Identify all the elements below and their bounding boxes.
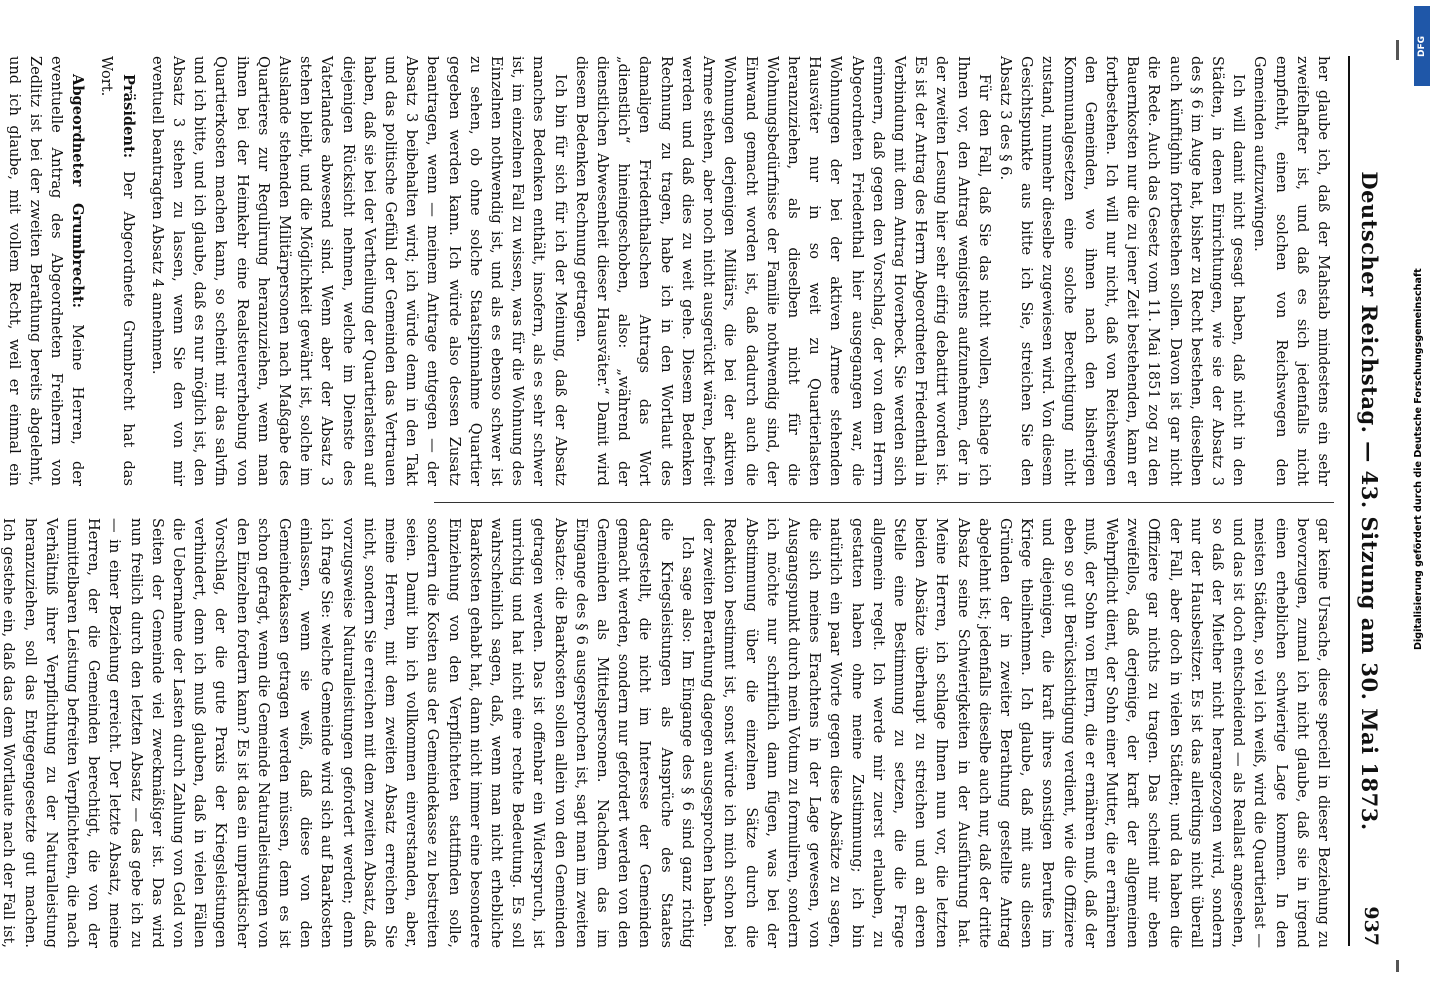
dfg-logo: DFG — [1414, 6, 1430, 86]
speaker-label: Abgeordneter Grumbrecht: — [69, 74, 87, 308]
page-number: 937 — [1360, 906, 1382, 946]
president-paragraph — [96, 56, 138, 486]
dfg-sidebar — [1412, 0, 1432, 1000]
left-column — [5, 56, 1334, 486]
paragraph: Ich will damit nicht gesagt haben, daß nicht in den Städten, in denen Einrichtungen, wie sie der Absatz 3 des § 6 im Auge hat, bisher zu Recht bestehen, dieselben auch künftighin fortbestehen sollen. Davon ist gar nicht die Rede. Auch das Gesetz vom 11. Mai 1851 zog zu den Bauernkosten nur die zu jener Zeit bestehenden, kann er fortbestehen. Ich will nur nicht, daß von Reichswegen den Gemeinden, wo ihnen nach den bisherigen Kommunalgesetzen eine solche Berechtigung nicht zustand, nunmehr dieselbe zugewiesen wird. Von diesem Gesichtspunkte aus bitte ich Sie, streichen Sie den Absatz 3 des § 6. — [996, 56, 1248, 486]
speaker-label: Präsident: — [119, 74, 137, 159]
text-columns — [0, 56, 1334, 948]
dfg-funding-note: Digitalisierung gefördert durch die Deutsche Forschungsgemeinschaft — [1413, 268, 1424, 650]
paragraph: her glaube ich, daß der Mahstab mindestens ein sehr zweifelhafter ist, und daß es sich jedenfalls nicht empfiehlt, einen solchen von Reichswegen den Gemeinden aufzuzwingen. — [1251, 56, 1332, 486]
scan-edge-mark — [1396, 960, 1399, 972]
paragraph: Ich sage also: Im Eingange des § 6 sind ganz richtig die Kriegsleistungen als Ansprüche des Staates dargestellt, die nicht im Interesse der Gemeinden gemacht werden, sondern nur gefordert werden von den Gemeinden als Mittelspersonen. Nachdem das im Eingange des § 6 ausgesprochen ist, sagt man im zweiten Absatze: die Baarkosten sollen allein von den Gemeinden getragen werden. Das ist offenbar ein Widerspruch, ist unrichtig und hat nicht eine rechte Bedeutung. Es soll wahrscheinlich sagen, daß, wenn man nicht erhebliche Baarkosten gehabt hat, dann nicht immer eine besondere Einziehung von den Verpflichteten stattfinden solle, sondern die Kosten aus der Gemeindekasse zu bestreiten seien. Damit bin ich vollkommen einverstanden, aber, meine Herren, mit dem zweiten Absatz erreichen Sie nicht, sondern Sie erreichen mit dem zweiten Absatz, daß vorzugsweise Naturalleistungen gefordert werden; denn ich frage Sie: welche Gemeinde wird sich auf Baarkosten einlassen, wenn sie weiß, daß diese von den Gemeindekassen getragen werden müssen, denn es ist schon gefragt, wenn die Gemeinde Naturalleistungen von den Einzelnen fordern kann? Es ist das ein unpraktischer Vorschlag, der die gute Praxis der Kriegsleistungen verhindert, denn ich muß glauben, daß in vielen Fällen die Uebernahme der Lasten durch Zahlung von Geld von Seiten der Gemeinde viel zweckmäßiger ist. Das wird nun freilich durch den letzten Absatz — das gebe ich zu — in einer Beziehung erreicht. Der letzte Absatz, meine Herren, der die Gemeinden berechtigt, die von der unmittelbaren Leistung befreiten Verpflichteten, die nach Verhältniß ihrer Verpflichtung zu der Naturalleistung heranzuziehen, soll das Entgegengesetzte gut machen. Ich gestehe ein, daß das dem Wortlaute nach der Fall ist, — [0, 518, 696, 948]
speech-text: Meine Herren, der eventuelle Antrag des Abgeordneten Freiherrn von Zedlitz ist bei der zweiten Berathung bereits abgelehnt, und ich glaube, mit vollem Recht, weil er einmal ein — [5, 56, 87, 486]
scan-edge-mark — [1396, 40, 1399, 60]
column-divider — [434, 502, 1334, 503]
page-title: Deutscher Reichstag. — 43. Sitzung am 30. Mai 1873. — [1357, 171, 1382, 831]
paragraph: Für den Fall, daß Sie das nicht wollen, schlage ich Ihnen vor, den Antrag wenigstens aufzunehmen, der in der zweiten Lesung hier sehr eifrig debattirt worden ist. Es ist der Antrag des Herrn Abgeordneten Friedenthal in Verbindung mit dem Antrag Hoverbeck. Sie werden sich erinnern, daß gegen den Vorschlag, der von dem Herrn Abgeordneten Friedenthal hier ausgegangen war, die Wohnungen der bei der aktiven Armee stehenden Hausväter nur in so weit zu Quartierlasten heranzuziehen, als dieselben nicht für die Wohnungsbedürfnisse der Familie nothwendig sind, der Einwand gemacht worden ist, daß dadurch auch die Wohnungen derjenigen Militärs, die bei der aktiven Armee stehen, aber noch nicht ausgerückt wären, befreit werden und daß dies zu weit gehe. Diesem Bedenken Rechnung zu tragen, habe ich in den Wortlaut des damaligen Friedenthalschen Antrags das Wort „dienstlich“ hineingeschoben, also: „während der dienstlichen Abwesenheit dieser Hausväter.“ Damit wird diesem Bedenken Rechnung getragen. — [572, 56, 993, 486]
paragraph: Ich bin für sich für ich der Meinung, daß der Absatz manches Bedenken enthält, insofern, als es sehr schwer ist, im einzelnen Fall zu wissen, was für die Wohnung des Einzelnen nothwendig ist, und als es ebenso schwer ist zu sehen, ob ohne solche Staatspinnahme Quartier gegeben werden kann. Ich würde also dessen Zusatz beantragen, wenn — meinem Antrage entgegen — der Absatz 3 beibehalten wird; ich würde denn in den Takt und das politische Gefühl der Gemeinden das Vertrauen haben, daß sie bei der Vertheilung der Quartierlasten auf diejenigen Rücksicht nehmen, welche im Dienste des Vaterlandes abwesend sind. Wenn aber der Absatz 3 stehen bleibt, und die Möglichkeit gewährt ist, solche im Auslande stehenden Militärpersonen nach Maßgabe des Quartieres zur Regulirung heranzuziehen, wenn man ihnen bei der Heimkehr eine Realsteuererhebung von Quartierkosten machen kann, so scheint mir das salvfin und ich bitte, und ich glaube, daß es nur möglich ist, den Absatz 3 stehen zu lassen, wenn Sie den von mir eventuell beantragten Absatz 4 annehmen. — [148, 56, 569, 486]
right-column — [0, 518, 1334, 948]
paragraph: gar keine Ursache, diese speciell in dieser Beziehung zu bevorzugen, zumal ich nicht glaube, daß sie in irgend einen erheblichen schwierige Lage kommen. In den meisten Städten, so viel ich weiß, wird die Quartierlast — und das ist doch entscheidend — als Reallast angesehen, so daß der Miether nicht herangezogen wird, sondern nur der Hausbesitzer. Es ist das allerdings nicht überall der Fall, aber doch in vielen Städten; und da haben die Offiziere gar nichts zu tragen. Das scheint mir eben zweifellos, daß derjenige, der kraft der allgemeinen Wehrpflicht dient, der Sohn einer Mutter, die er ernähren muß, der Sohn von Eltern, die er ernähren muß, daß der eben so gut Berücksichtigung verdient, wie die Offiziere und diejenigen, die kraft ihres sonstigen Berufes im Kriege theilnehmen. Ich glaube, daß mit aus diesen Gründen der in zweiter Berathung gestellte Antrag abgelehnt ist; jedenfalls dieselbe auch nur, daß der dritte Absatz seine Schwierigkeiten in der Ausführung hat. Meine Herren, ich schlage Ihnen nun vor, die letzten beiden Absätze überhaupt zu streichen und an deren Stelle eine Bestimmung zu setzen, die die Frage allgemein regelt. Ich werde mir zuerst erlauben, zu gestatten haben ohne meine Zustimmung; ich bin natürlich ein paar Worte gegen diese Absätze zu sagen, die sich meines Erachtens in der Lage gewesen, von Ausgangspunkt durch mein Votum zu formuliren, sondern ich möchte nur schriftlich dann fügen, was bei der Abstimmung über die einzelnen Sätze durch die Redaktion bestimmt ist, sonst würde ich mich schon bei der zweiten Berathung dagegen ausgesprochen haben. — [700, 518, 1332, 948]
page-header — [1348, 56, 1390, 946]
speech-text: Der Abgeordnete Grumbrecht hat das Wort. — [98, 56, 137, 486]
grumbrecht-paragraph — [0, 56, 88, 486]
